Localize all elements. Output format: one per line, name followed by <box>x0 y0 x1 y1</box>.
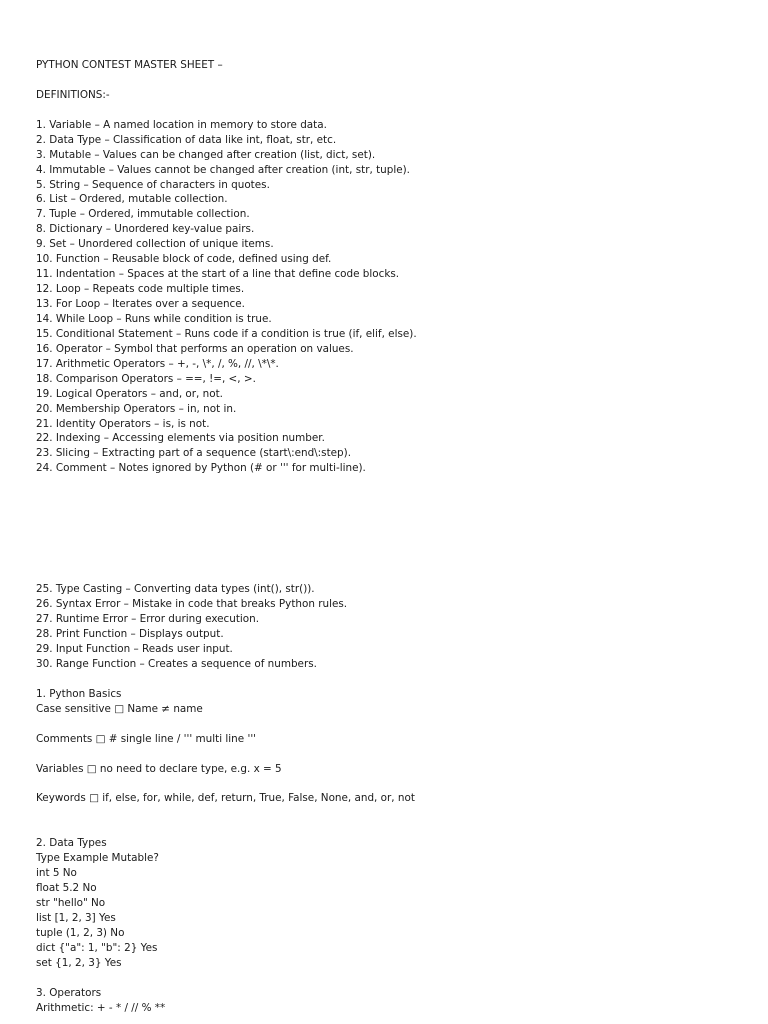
definition-item: 15. Conditional Statement – Runs code if a condition is true (if, elif, else). <box>36 327 417 340</box>
definitions-heading: DEFINITIONS:- <box>36 88 110 101</box>
data-type-row: float 5.2 No <box>36 882 97 894</box>
definition-item: 1. Variable – A named location in memory to store data. <box>36 118 327 131</box>
definition-item: 11. Indentation – Spaces at the start of a line that define code blocks. <box>36 268 400 281</box>
operators-section <box>36 986 736 1016</box>
definition-item: 9. Set – Unordered collection of unique items. <box>36 238 274 251</box>
definition-item: 5. String – Sequence of characters in quotes. <box>36 178 270 191</box>
definition-item: 27. Runtime Error – Error during execution. <box>36 613 260 626</box>
data-type-row: set {1, 2, 3} Yes <box>36 956 122 969</box>
definition-item: 17. Arithmetic Operators – +, -, \*, /, %, //, \*\*. <box>36 357 279 370</box>
definition-item: 16. Operator – Symbol that performs an operation on values. <box>36 342 354 355</box>
definition-item: 8. Dictionary – Unordered key-value pairs. <box>36 223 255 236</box>
spacer <box>36 776 736 791</box>
definition-item: 30. Range Function – Creates a sequence of numbers. <box>36 657 317 670</box>
definition-item: 6. List – Ordered, mutable collection. <box>36 193 228 206</box>
spacer <box>36 821 736 836</box>
spacer <box>36 103 736 118</box>
python-basics-section <box>36 687 736 807</box>
definition-item: 25. Type Casting – Converting data types (int(), str()). <box>36 583 315 596</box>
data-types-header-row: Type Example Mutable? <box>36 852 159 865</box>
definitions-list-part-1 <box>36 118 736 477</box>
spacer <box>36 747 736 762</box>
definition-item: 4. Immutable – Values cannot be changed after creation (int, str, tuple). <box>36 163 410 176</box>
definition-item: 13. For Loop – Iterates over a sequence. <box>36 298 245 310</box>
basics-comments: Comments □ # single line / ''' multi line ''' <box>36 732 257 745</box>
definition-item: 21. Identity Operators – is, is not. <box>36 417 210 430</box>
spacer <box>36 717 736 732</box>
definition-item: 3. Mutable – Values can be changed after creation (list, dict, set). <box>36 148 376 161</box>
definition-item: 22. Indexing – Accessing elements via position number. <box>36 432 325 445</box>
definition-item: 24. Comment – Notes ignored by Python (# or ''' for multi-line). <box>36 462 366 475</box>
definition-item: 23. Slicing – Extracting part of a sequence (start\:end\:step). <box>36 447 352 460</box>
definition-item: 28. Print Function – Displays output. <box>36 628 224 641</box>
basics-case-sensitive: Case sensitive □ Name ≠ name <box>36 702 203 715</box>
page-gap <box>36 476 736 582</box>
definition-item: 2. Data Type – Classification of data like int, float, str, etc. <box>36 133 337 146</box>
definition-item: 7. Tuple – Ordered, immutable collection. <box>36 208 250 221</box>
section-heading: 3. Operators <box>36 986 102 999</box>
definition-item: 19. Logical Operators – and, or, not. <box>36 387 223 400</box>
spacer <box>36 806 736 821</box>
spacer <box>36 672 736 687</box>
definitions-list-part-2 <box>36 582 736 672</box>
data-types-section <box>36 836 736 970</box>
definition-item: 14. While Loop – Runs while condition is true. <box>36 312 272 325</box>
definition-item: 29. Input Function – Reads user input. <box>36 643 233 655</box>
basics-variables: Variables □ no need to declare type, e.g. x = 5 <box>36 762 282 775</box>
section-heading: 2. Data Types <box>36 837 107 850</box>
data-type-row: int 5 No <box>36 867 77 880</box>
operators-arithmetic: Arithmetic: + - * / // % ** <box>36 1001 166 1014</box>
document-page <box>36 58 736 1015</box>
definition-item: 26. Syntax Error – Mistake in code that breaks Python rules. <box>36 598 348 611</box>
definition-item: 18. Comparison Operators – ==, !=, <, >. <box>36 372 256 385</box>
spacer <box>36 971 736 986</box>
definition-item: 12. Loop – Repeats code multiple times. <box>36 283 245 296</box>
basics-keywords: Keywords □ if, else, for, while, def, return, True, False, None, and, or, not <box>36 792 415 805</box>
spacer <box>36 73 736 88</box>
document-title: PYTHON CONTEST MASTER SHEET – <box>36 59 223 71</box>
data-type-row: list [1, 2, 3] Yes <box>36 911 116 924</box>
data-type-row: dict {"a": 1, "b": 2} Yes <box>36 941 158 954</box>
data-type-row: str "hello" No <box>36 896 106 909</box>
section-heading: 1. Python Basics <box>36 687 122 700</box>
definition-item: 10. Function – Reusable block of code, defined using def. <box>36 253 332 266</box>
definition-item: 20. Membership Operators – in, not in. <box>36 402 237 415</box>
data-type-row: tuple (1, 2, 3) No <box>36 926 125 939</box>
